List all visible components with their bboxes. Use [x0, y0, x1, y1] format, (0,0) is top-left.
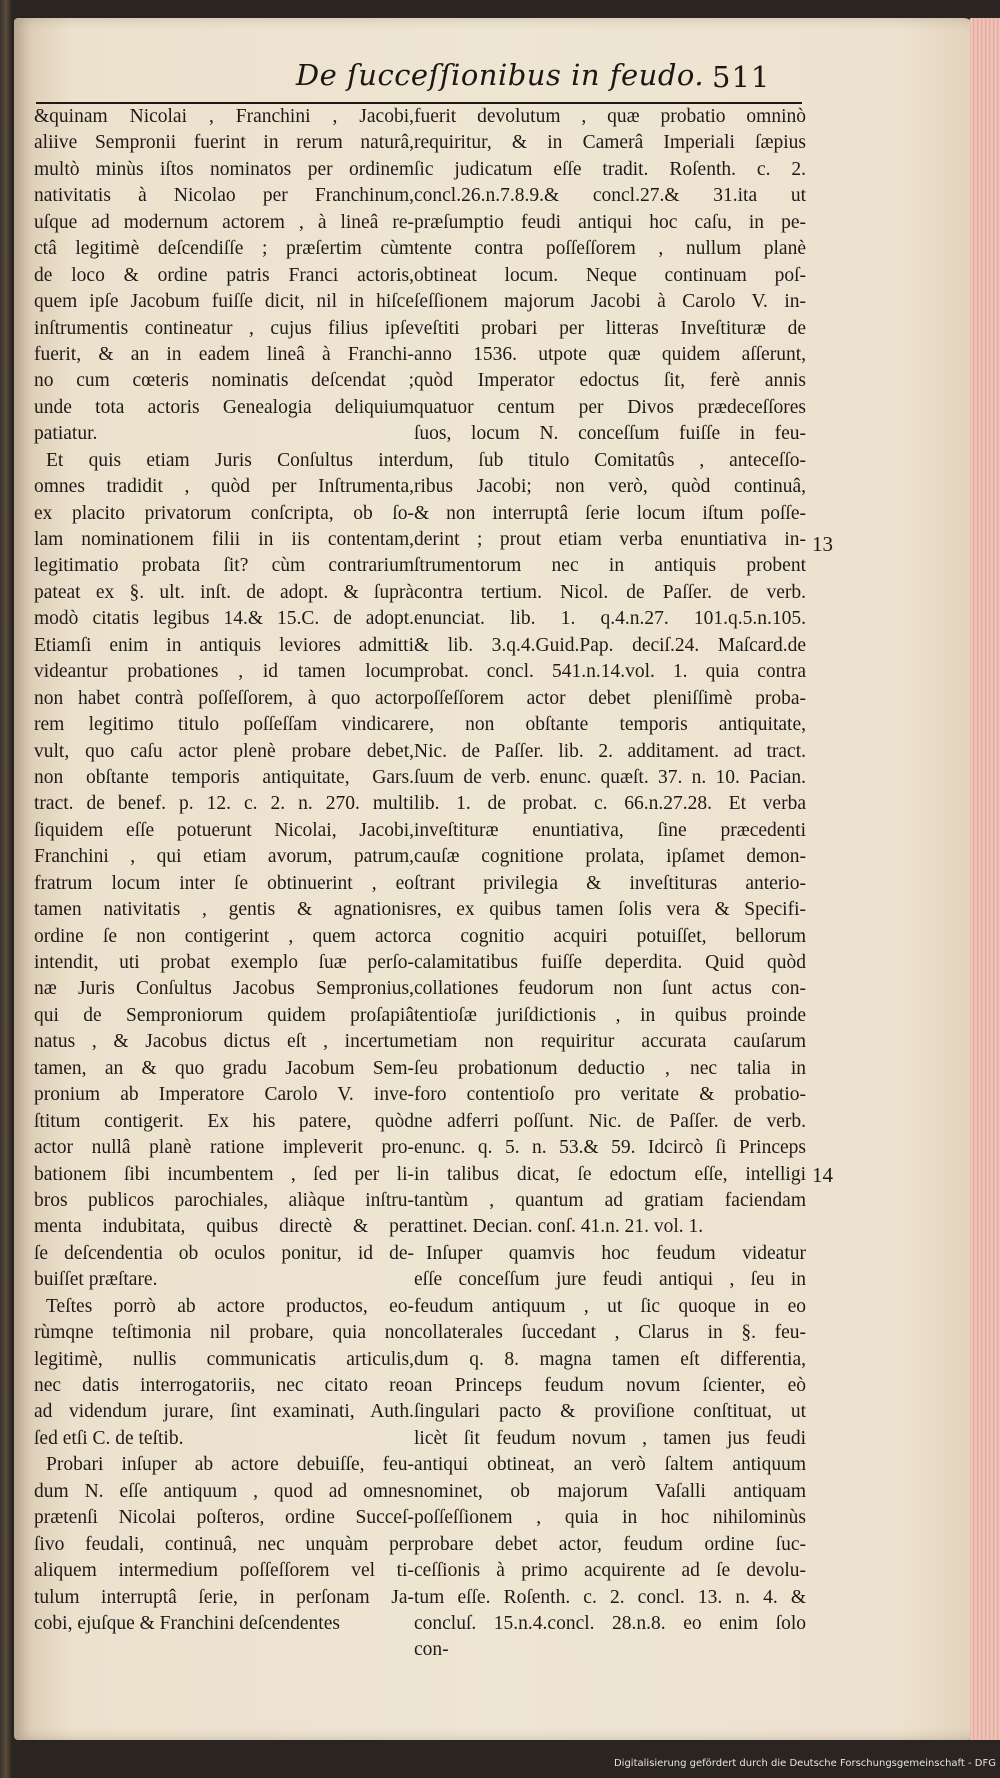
text-line: attinet. Decian. conſ. 41.n. 21. vol. 1. — [414, 1216, 704, 1238]
text-line: concluſ. 15.n.4.concl. 28.n.8. eo enim ſolo — [414, 1612, 806, 1634]
text-line: ſuum de verb. enunc. quæſt. 37. n. 10. Pacian. — [414, 766, 806, 788]
text-line: probare debet actor, feudum ordine ſuc- — [414, 1533, 806, 1555]
text-line: Franchini , qui etiam avorum, patrum, — [34, 846, 414, 868]
text-line: inſtrumentis contineatur , cujus filius ipſe — [34, 317, 414, 339]
text-line: tulum interruptâ ſerie, in perſonam Ja- — [34, 1586, 414, 1608]
text-line: aliive Sempronii fuerint in rerum naturâ, — [34, 132, 414, 154]
text-line: non habet contrà poſſeſſorem, à quo actor — [34, 687, 414, 709]
text-line: collationes feudorum non ſunt actus con- — [414, 978, 806, 1000]
text-line: ſuos, locum N. conceſſum fuiſſe in feu- — [414, 423, 806, 445]
running-title: De ſucceſſionibus in feudo. — [295, 58, 705, 92]
text-line: tente contra poſſeſſorem , nullum planè — [414, 238, 806, 260]
text-line: Teſtes porrò ab actore productos, eo- — [46, 1295, 414, 1317]
text-line: etiam non requiritur accurata cauſarum — [414, 1031, 806, 1053]
text-line: an Princeps feudum novum ſcienter, eò — [414, 1375, 806, 1396]
text-line: actor nullâ planè ratione impleverit pro- — [34, 1137, 414, 1159]
left-column — [34, 104, 414, 1637]
text-line: næ Juris Conſultus Jacobus Sempronius, — [34, 978, 414, 1000]
text-line: videantur probationes , id tamen locum — [34, 661, 414, 683]
text-line: obtineat locum. Neque continuam poſ- — [414, 264, 806, 286]
text-line: lam nominationem filii in iis contentam, — [34, 529, 414, 550]
text-line: tamen nativitatis , gentis & agnationis — [34, 899, 414, 921]
text-line: derint ; prout etiam verba enuntiativa in- — [414, 529, 806, 550]
text-line: ſiquidem eſſe potuerunt Nicolai, Jacobi, — [34, 819, 414, 841]
text-line: qui de Semproniorum quidem proſapiâ — [34, 1004, 414, 1026]
text-line: licèt ſit feudum novum , tamen jus feudi — [414, 1427, 806, 1449]
text-line: cobi, ejuſque & Franchini deſcendentes — [34, 1612, 340, 1634]
text-line: ne adferri poſſunt. Nic. de Paſſer. de verb. — [414, 1110, 806, 1132]
text-line: fratrum locum inter ſe obtinuerint , eo — [34, 872, 414, 894]
text-line: concl.26.n.7.8.9.& concl.27.& 31.ita ut — [414, 185, 806, 207]
text-line: natus , & Jacobus dictus eſt , incertum — [34, 1031, 414, 1053]
text-line: ſic judicatum eſſe tradit. Roſenth. c. 2. — [414, 158, 806, 180]
text-line: prætenſi Nicolai poſteros, ordine Succeſ- — [34, 1507, 414, 1529]
text-line: unde tota actoris Genealogia deliquium — [34, 396, 414, 418]
text-line: &quinam Nicolai , Franchini , Jacobi, — [34, 106, 414, 127]
text-line: eſſe conceſſum jure feudi antiqui , ſeu in — [414, 1269, 806, 1291]
page-number: 511 — [712, 60, 771, 94]
text-line: ſeſſionem majorum Jacobi à Carolo V. in- — [414, 291, 806, 313]
text-line: ceſſionis à primo acquirente ad ſe devolu- — [414, 1560, 806, 1582]
margin-number-14: 14 — [812, 1163, 833, 1187]
text-line: pateat ex §. ult. inſt. de adopt. & ſuprà — [34, 581, 414, 603]
text-line: nativitatis à Nicolao per Franchinum, — [34, 185, 414, 207]
page-edge — [970, 18, 1000, 1740]
text-line: quatuor centum per Divos prædeceſſores — [414, 396, 806, 418]
text-line: legitimatio probata ſit? cùm contrarium — [34, 555, 414, 577]
text-line: Etiamſi enim in antiquis leviores admitti — [34, 634, 414, 656]
text-line: de loco & ordine patris Franci actoris, — [34, 264, 414, 286]
text-line: uſque ad modernum actorem , à lineâ re- — [34, 211, 414, 233]
text-line: poſſeſſionem , quia in hoc nihilominùs — [414, 1507, 806, 1529]
text-line: ad videndum jurare, ſint examinati, Auth. — [34, 1401, 414, 1423]
text-line: buiſſet præſtare. — [34, 1269, 158, 1291]
text-line: rem legitimo titulo poſſeſſam vindicare — [34, 714, 414, 736]
text-line: ordine ſe non contigerint , quem actor — [34, 925, 414, 947]
text-line: rùmqne teſtimonia nil probare, quia non — [34, 1322, 414, 1344]
text-line: quòd Imperator edoctus ſit, ferè annis — [414, 370, 806, 392]
text-line: requiritur, & in Camerâ Imperiali ſæpius — [414, 132, 806, 154]
text-line: ſtitum contigerit. Ex his patere, quòd — [34, 1110, 414, 1132]
text-line: ſed etſi C. de teſtib. — [34, 1427, 184, 1449]
text-line: præſumptio feudi antiqui hoc caſu, in pe- — [414, 211, 806, 233]
text-line: bros publicos parochiales, aliàque inſtru- — [34, 1189, 414, 1211]
text-line: bationem ſibi incumbentem , ſed per li- — [34, 1163, 414, 1185]
text-line: nominet, ob majorum Vaſalli antiquam — [414, 1480, 806, 1502]
text-line: pronium ab Imperatore Carolo V. inve- — [34, 1084, 414, 1106]
text-line: & non interruptâ ſerie locum iſtum poſſe- — [414, 502, 806, 524]
text-line: ribus Jacobi; non verò, quòd continuâ, — [414, 476, 806, 498]
text-line: Probari inſuper ab actore debuiſſe, feu- — [46, 1454, 414, 1476]
digitization-credit: Digitalisierung gefördert durch die Deutsche Forschungsgemeinschaft - DFG — [613, 1758, 996, 1769]
margin-number-13: 13 — [812, 532, 833, 556]
text-line: probat. concl. 541.n.14.vol. 1. quia contra — [414, 661, 806, 683]
text-line: tamen, an & quo gradu Jacobum Sem- — [34, 1057, 414, 1079]
text-line: no cum cœteris nominatis deſcendat ; — [34, 370, 414, 392]
text-line: ſtrumentorum nec in antiquis probent — [414, 555, 806, 577]
text-line: fuerit, & an in eadem lineâ à Franchi- — [34, 343, 414, 365]
text-line: anno 1536. utpote quæ quidem aſſerunt, — [414, 343, 806, 365]
text-line: enunc. q. 5. n. 53.& 59. Idcircò ſi Princeps — [414, 1137, 806, 1159]
text-line: patiatur. — [34, 423, 98, 445]
text-line: ctâ legitimè deſcendiſſe ; præſertim cùm — [34, 238, 414, 260]
text-line: tantùm , quantum ad gratiam faciendam — [414, 1189, 806, 1211]
text-line: in talibus dicat, ſe edoctum eſſe, intelligi — [414, 1163, 806, 1185]
text-line: Inſuper quamvis hoc feudum videatur — [426, 1242, 806, 1264]
text-line: calamitatibus fuiſſe deperdita. Quid quòd — [414, 952, 806, 973]
text-line: con- — [414, 1639, 449, 1661]
text-line: veſtiti probari per litteras Inveſtituræ de — [414, 317, 806, 339]
text-line: collaterales ſuccedant , Clarus in §. feu- — [414, 1322, 806, 1344]
right-column — [414, 104, 806, 1664]
text-line: contra tertium. Nicol. de Paſſer. de verb. — [414, 581, 806, 603]
text-line: foro contentioſo pro veritate & probatio- — [414, 1084, 806, 1106]
text-line: Et quis etiam Juris Conſultus inter — [46, 449, 414, 471]
text-line: feudum antiquum , ut ſic quoque in eo — [414, 1295, 806, 1317]
text-line: enunciat. lib. 1. q.4.n.27. 101.q.5.n.105. — [414, 608, 806, 630]
text-line: inveſtituræ enuntiativa, ſine præcedenti — [414, 819, 806, 841]
text-line: menta indubitata, quibus directè & per — [34, 1216, 414, 1238]
text-line: ex placito privatorum conſcripta, ob ſo- — [34, 502, 414, 524]
text-line: aliquem intermedium poſſeſſorem vel ti- — [34, 1560, 414, 1582]
text-line: re, non obſtante temporis antiquitate, — [414, 714, 806, 736]
text-line: intendit, uti probat exemplo ſuæ perſo- — [34, 952, 414, 973]
text-line: res, ex quibus tamen ſolis vera & Specifi- — [414, 899, 806, 921]
text-line: non obſtante temporis antiquitate, Gars. — [34, 766, 414, 788]
text-line: quem ipſe Jacobum fuiſſe dicit, nil in hiſce — [34, 291, 414, 313]
text-line: tract. de benef. p. 12. c. 2. n. 270. multi — [34, 793, 414, 815]
text-line: omnes tradidit , quòd per Inſtrumenta, — [34, 476, 414, 498]
text-line: legitimè, nullis communicatis articulis, — [34, 1348, 414, 1370]
text-line: poſſeſſorem actor debet pleniſſimè proba- — [414, 687, 806, 709]
text-line: fuerit devolutum , quæ probatio omninò — [414, 106, 806, 127]
text-line: modò citatis legibus 14.& 15.C. de adopt. — [34, 608, 414, 630]
text-line: nec datis interrogatoriis, nec citato reo — [34, 1375, 414, 1396]
text-line: ſtrant privilegia & inveſtituras anterio- — [414, 872, 806, 894]
text-line: lib. 1. de probat. c. 66.n.27.28. Et verba — [414, 793, 806, 815]
text-line: antiqui obtineat, an verò ſaltem antiquum — [414, 1454, 806, 1476]
text-line: cauſæ cognitione prolata, ipſamet demon- — [414, 846, 806, 868]
text-line: dum, ſub titulo Comitatûs , anteceſſo- — [414, 449, 806, 471]
text-line: ſeu probationum deductio , nec talia in — [414, 1057, 806, 1079]
text-line: ſingulari pacto & proviſione conſtituat, ut — [414, 1401, 806, 1423]
text-line: Nic. de Paſſer. lib. 2. additament. ad tract. — [414, 740, 806, 762]
text-line: vult, quo caſu actor plenè probare debet, — [34, 740, 414, 762]
text-line: multò minùs iſtos nominatos per ordinem — [34, 158, 414, 180]
text-line: ſivo feudali, continuâ, nec unquàm per — [34, 1533, 414, 1555]
text-line: dum q. 8. magna tamen eſt differentia, — [414, 1348, 806, 1370]
text-line: & lib. 3.q.4.Guid.Pap. deciſ.24. Maſcard.de — [414, 634, 806, 656]
text-line: ca cognitio acquiri potuiſſet, bellorum — [414, 925, 806, 947]
text-line: ſe deſcendentia ob oculos ponitur, id de- — [34, 1242, 414, 1264]
text-line: tum eſſe. Roſenth. c. 2. concl. 13. n. 4. & — [414, 1586, 806, 1608]
text-line: tentioſæ juriſdictionis , in quibus proinde — [414, 1004, 806, 1026]
text-line: dum N. eſſe antiquum , quod ad omnes — [34, 1480, 414, 1502]
